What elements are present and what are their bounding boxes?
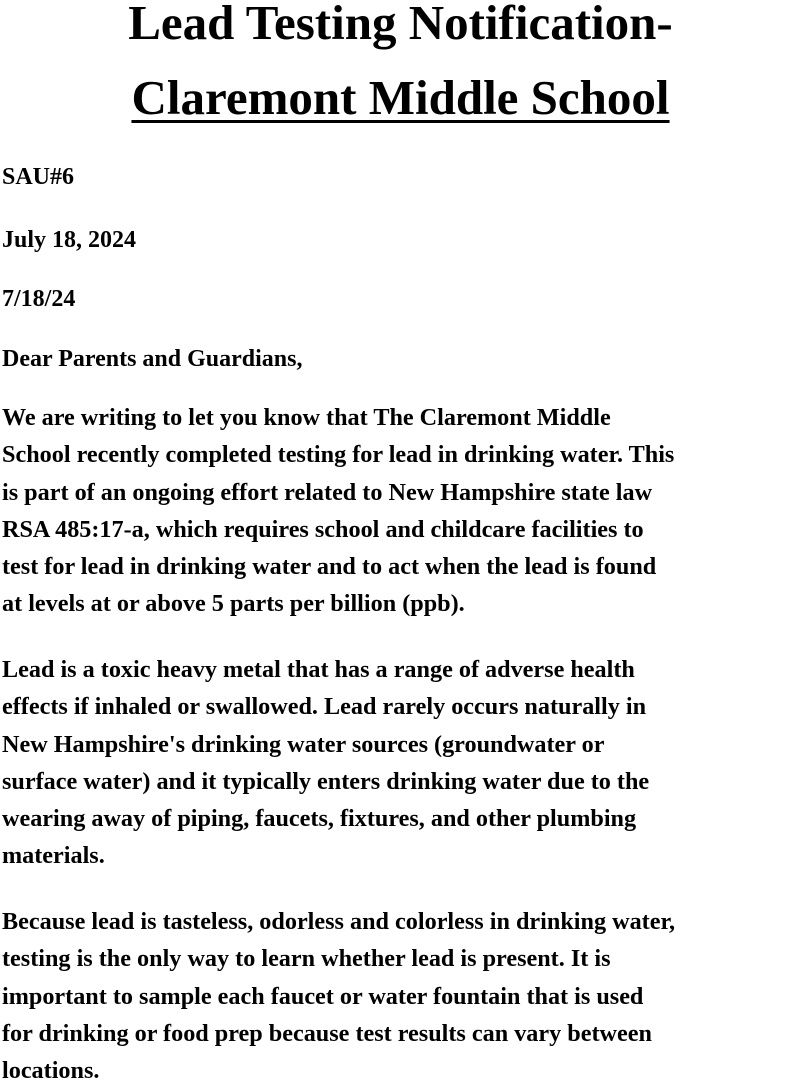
paragraph-line: at levels at or above 5 parts per billion (ppb). — [2, 590, 465, 618]
paragraph-line: Because lead is tasteless, odorless and colorless in drinking water, — [2, 908, 676, 935]
paragraph-line: materials. — [2, 842, 105, 870]
paragraph-line: testing is the only way to learn whether lead is present. It is — [2, 945, 611, 973]
page-title-line-1: Lead Testing Notification- — [128, 0, 673, 50]
paragraph-line: RSA 485:17-a, which requires school and childcare facilities to — [2, 515, 644, 543]
paragraph-testing-intro — [2, 399, 801, 623]
salutation: Dear Parents and Guardians, — [2, 346, 303, 372]
paragraph-testing-importance — [2, 903, 801, 1080]
paragraph-line: School recently completed testing for lead in drinking water. This — [2, 441, 675, 469]
paragraph-lead-health — [2, 651, 801, 875]
paragraph-line: locations. — [2, 1057, 100, 1080]
paragraph-line: Lead is a toxic heavy metal that has a range of adverse health — [2, 656, 635, 683]
sau-label: SAU#6 — [2, 164, 75, 190]
paragraph-line: surface water) and it typically enters drinking water due to the — [2, 767, 650, 795]
paragraph-line: for drinking or food prep because test results can vary between — [2, 1019, 652, 1047]
date-long: July 18, 2024 — [2, 227, 137, 253]
paragraph-line: is part of an ongoing effort related to New Hampshire state law — [2, 478, 653, 506]
date-short: 7/18/24 — [2, 286, 76, 312]
paragraph-line: New Hampshire's drinking water sources (groundwater or — [2, 730, 605, 758]
paragraph-line: effects if inhaled or swallowed. Lead rarely occurs naturally in — [2, 693, 647, 721]
paragraph-line: We are writing to let you know that The Claremont Middle — [2, 404, 611, 431]
paragraph-line: test for lead in drinking water and to act when the lead is found — [2, 553, 657, 581]
paragraph-line: important to sample each faucet or water fountain that is used — [2, 982, 644, 1010]
paragraph-line: wearing away of piping, faucets, fixtures, and other plumbing — [2, 805, 637, 833]
page-title-line-2: Claremont Middle School — [131, 70, 670, 125]
